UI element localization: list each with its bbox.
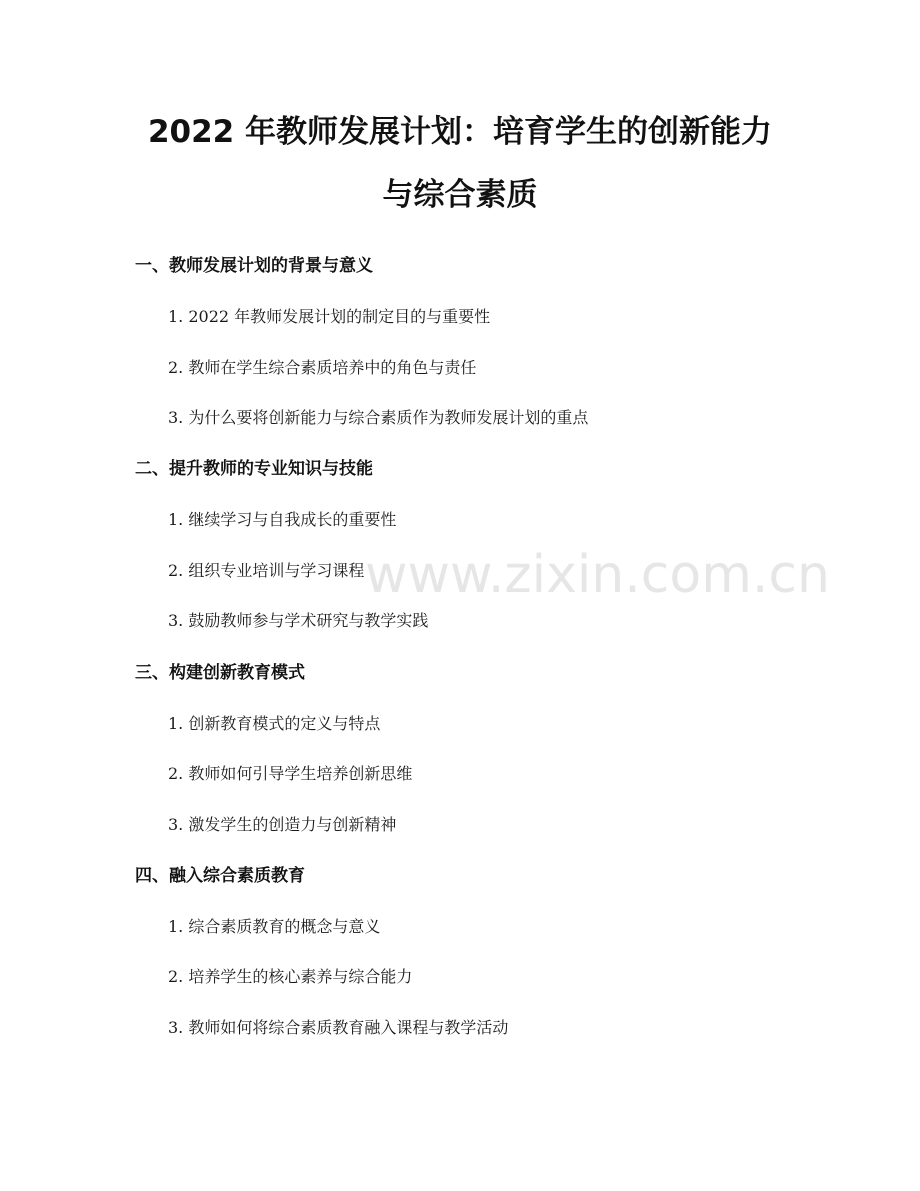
document-title-line-2: 与综合素质	[382, 177, 538, 213]
section-heading-4: 四、融入综合素质教育	[135, 866, 305, 886]
section-heading-3: 三、构建创新教育模式	[135, 663, 305, 683]
section-heading-2: 二、提升教师的专业知识与技能	[135, 459, 373, 479]
section-heading-1: 一、教师发展计划的背景与意义	[135, 256, 373, 276]
section-1-item-1: 1. 2022 年教师发展计划的制定目的与重要性	[168, 307, 491, 326]
section-4-item-3: 3. 教师如何将综合素质教育融入课程与教学活动	[168, 1018, 509, 1037]
section-3-item-3: 3. 激发学生的创造力与创新精神	[168, 815, 397, 834]
section-1-item-2: 2. 教师在学生综合素质培养中的角色与责任	[168, 358, 477, 377]
section-4-item-1: 1. 综合素质教育的概念与意义	[168, 917, 381, 936]
document-title-line-1: 2022 年教师发展计划：培育学生的创新能力	[147, 114, 773, 150]
section-3-item-1: 1. 创新教育模式的定义与特点	[168, 714, 381, 733]
section-2-item-2: 2. 组织专业培训与学习课程	[168, 561, 365, 580]
section-4-item-2: 2. 培养学生的核心素养与综合能力	[168, 967, 413, 986]
section-2-item-1: 1. 继续学习与自我成长的重要性	[168, 510, 397, 529]
section-2-item-3: 3. 鼓励教师参与学术研究与教学实践	[168, 611, 429, 630]
section-3-item-2: 2. 教师如何引导学生培养创新思维	[168, 764, 413, 783]
section-1-item-3: 3. 为什么要将创新能力与综合素质作为教师发展计划的重点	[168, 408, 589, 427]
watermark-text: www.zixin.com.cn	[365, 545, 830, 605]
